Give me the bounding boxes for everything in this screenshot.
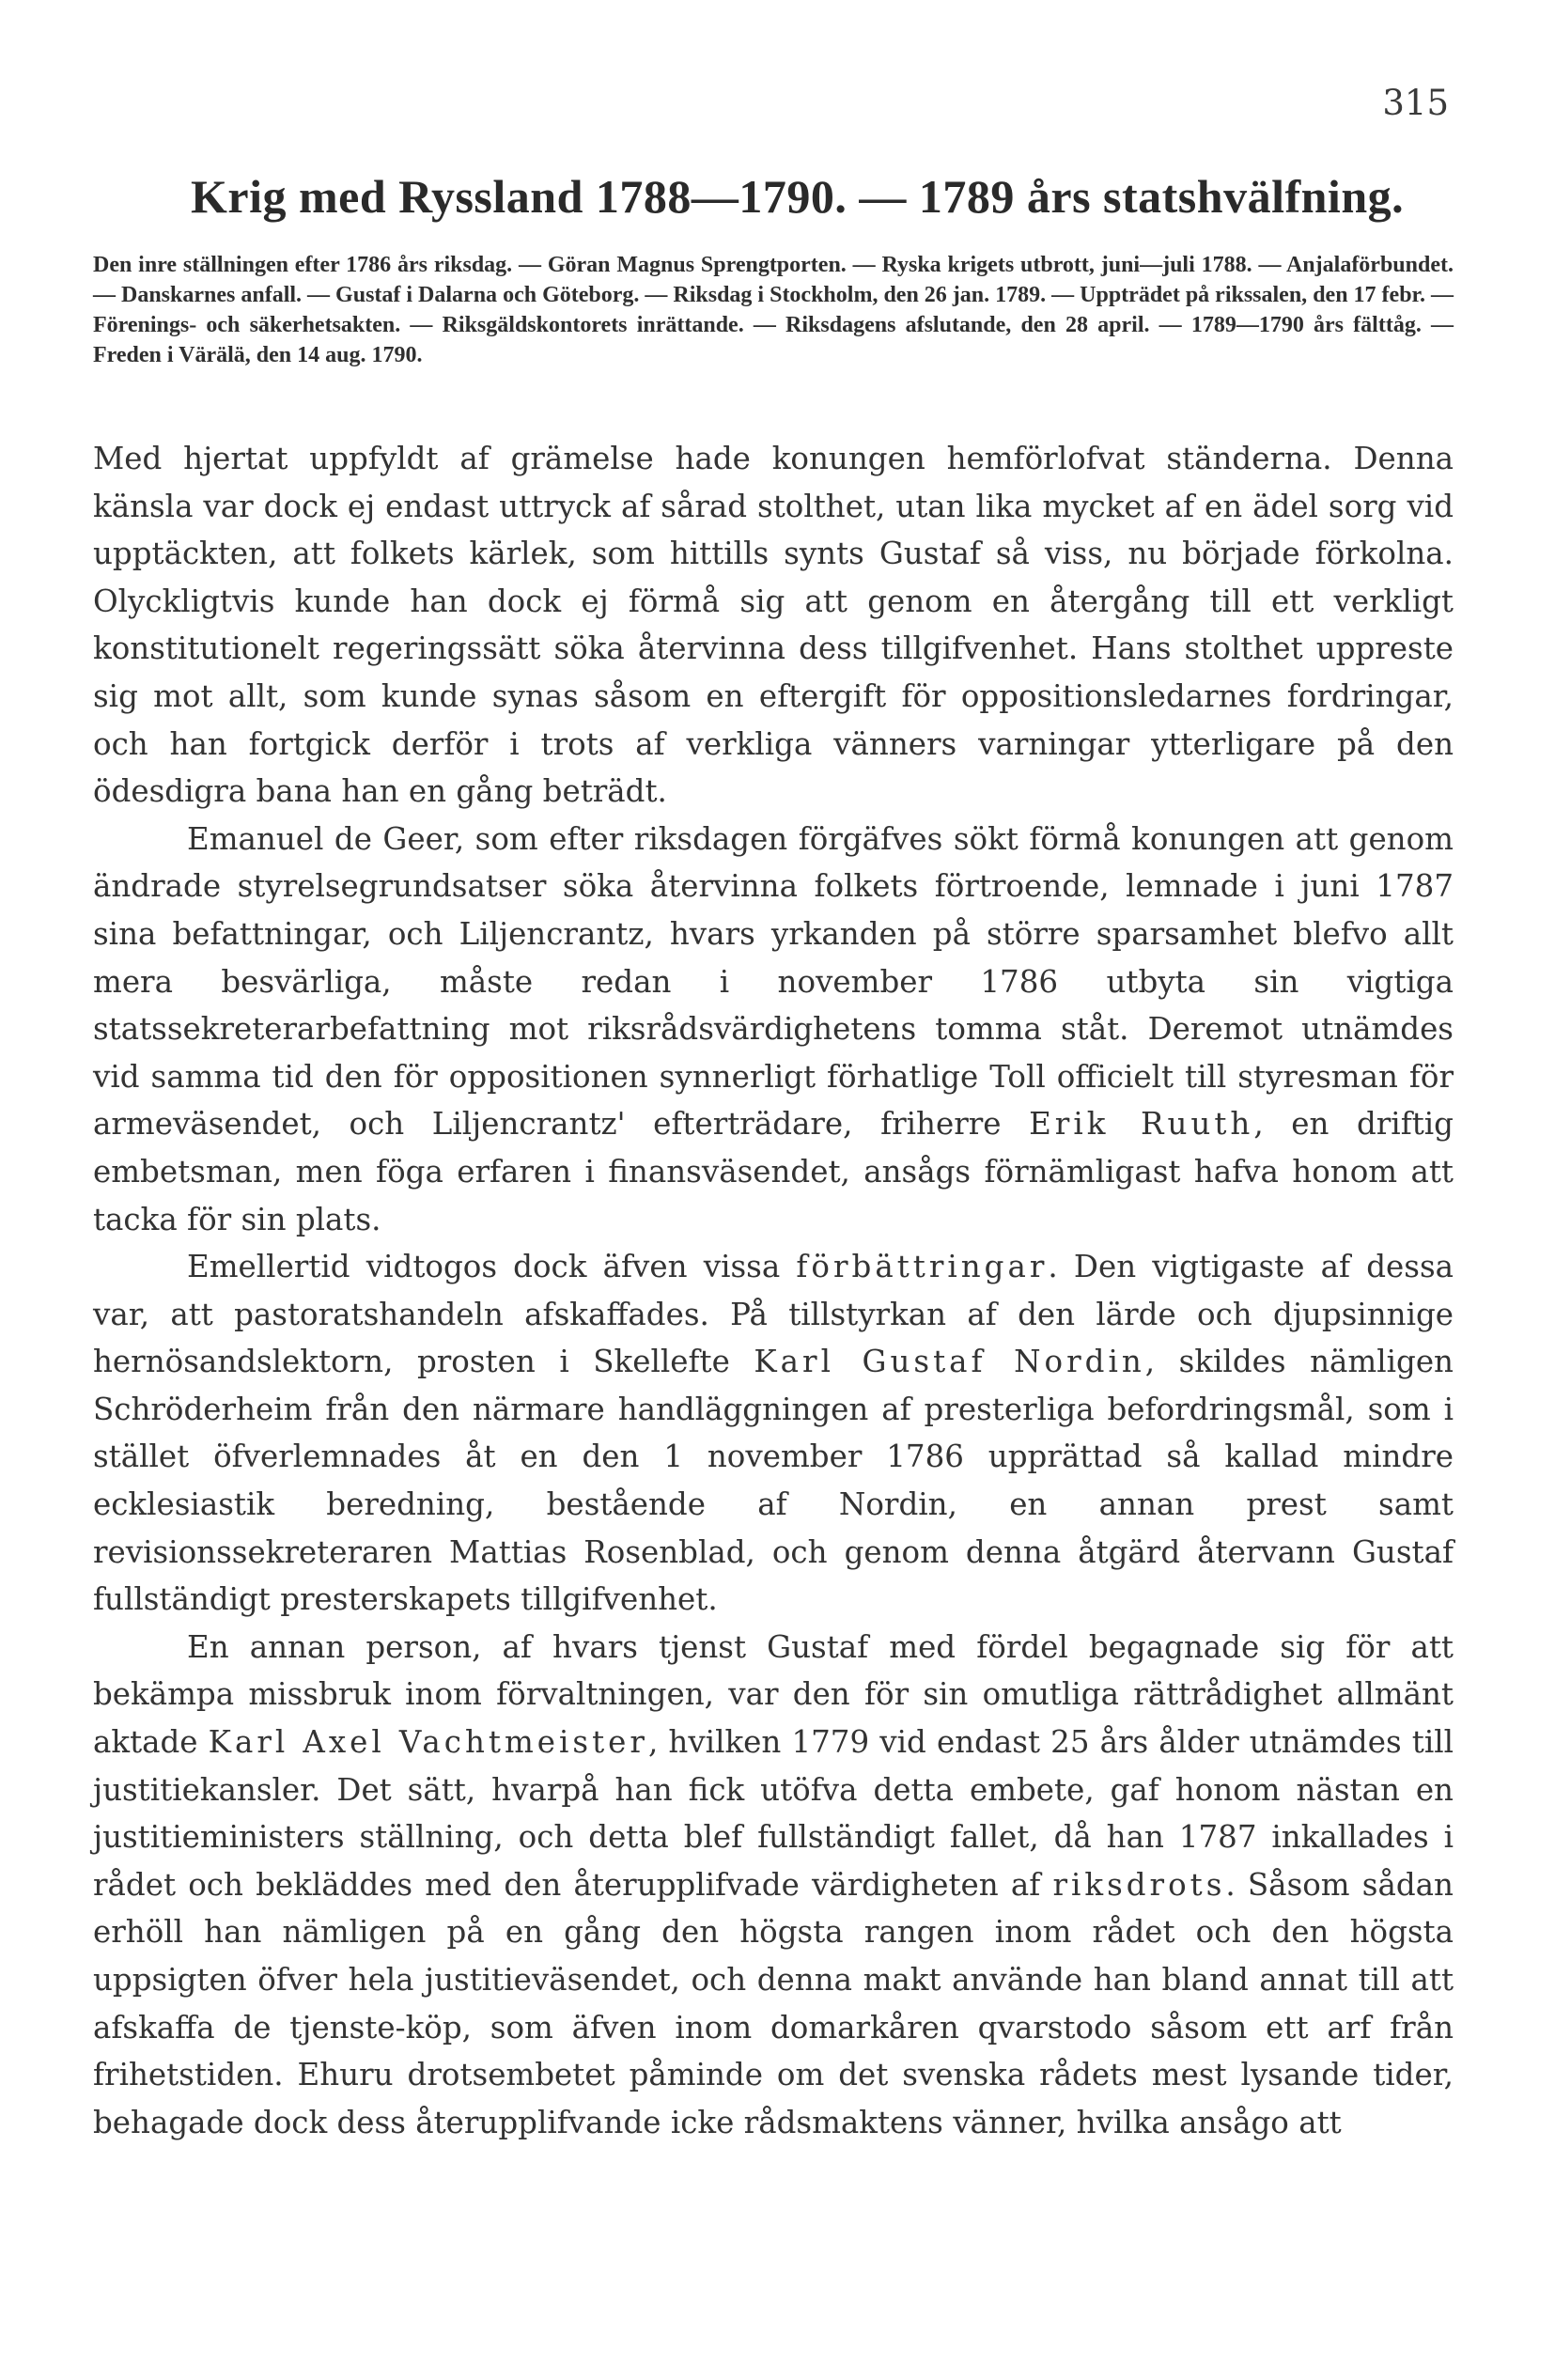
- spaced-name: Erik Ruuth: [1029, 1106, 1254, 1143]
- paragraph-2: [93, 816, 1454, 1243]
- spaced-name: Karl Gustaf Nordin: [754, 1344, 1145, 1380]
- paragraph-text: , hvilken 1779 vid endast 25 års ålder utnämdes till justitiekansler. Det sätt, hvarpå han fick utöfva detta embete, gaf honom nästan en justitieministers ställning, och detta blef fullständigt fallet, då han 1787 inkallades i rådet och bekläddes med den återupplifvade värdigheten af: [93, 1724, 1454, 1903]
- body-text: [93, 435, 1454, 2146]
- chapter-summary: Den inre ställningen efter 1786 års riksdag. — Göran Magnus Sprengtporten. — Ryska krigets utbrott, juni—juli 1788. — Anjalaförbundet. — Danskarnes anfall. — Gustaf i Dalarna och Göteborg. — Riksdag i Stockholm, den 26 jan. 1789. — Uppträdet på rikssalen, den 17 febr. — Förenings- och säkerhetsakten. — Riksgäldskontorets inrättande. — Riksdagens afslutande, den 28 april. — 1789—1790 års fälttåg. — Freden i Värälä, den 14 aug. 1790.: [93, 253, 1454, 367]
- page-number: 315: [1382, 83, 1449, 123]
- spaced-term: förbättringar: [796, 1249, 1049, 1285]
- paragraph-1: [93, 435, 1454, 816]
- chapter-title: Krig med Ryssland 1788—1790. — 1789 års statshvälfning.: [191, 170, 1405, 223]
- paragraph-3: [93, 1243, 1454, 1624]
- paragraph-text: Emellertid vidtogos dock äfven vissa: [187, 1249, 797, 1285]
- paragraph-4: [93, 1624, 1454, 2147]
- paragraph-text: , skildes nämligen Schröderheim från den närmare handläggningen af presterliga befordringsmål, som i stället öfverlemnades åt en den 1 november 1786 upprättad så kallad mindre ecklesiastik beredning, bestående af Nordin, en annan prest samt revisionssekreteraren Mattias Rosenblad, och genom denna åtgärd återvann Gustaf fullständigt presterskapets tillgifvenhet.: [93, 1344, 1454, 1618]
- paragraph-text: Med hjertat uppfyldt af grämelse hade konungen hemförlofvat ständerna. Denna känsla var dock ej endast uttryck af sårad stolthet, utan lika mycket af en ädel sorg vid upptäckten, att folkets kärlek, som hittills synts Gustaf så viss, nu började förkolna. Olyckligtvis kunde han dock ej förmå sig att genom en återgång till ett verkligt konstitutionelt regeringssätt söka återvinna dess tillgifvenhet. Hans stolthet uppreste sig mot allt, som kunde synas såsom en eftergift för oppositionsledarnes fordringar, och han fortgick derför i trots af verkliga vänners varningar ytterligare på den ödesdigra bana han en gång beträdt.: [93, 441, 1454, 810]
- spaced-name: Karl Axel Vachtmeister: [208, 1724, 648, 1761]
- paragraph-text: , en driftig embetsman, men föga erfaren i finansväsendet, ansågs förnämligast hafva honom att tacka för sin plats.: [93, 1106, 1454, 1237]
- paragraph-text: En annan person, af hvars tjenst Gustaf med fördel begagnade sig för att bekämpa missbruk inom förvaltningen, var den för sin omutliga rättrådighet allmänt aktade: [93, 1628, 1454, 1761]
- paragraph-text: Emanuel de Geer, som efter riksdagen förgäfves sökt förmå konungen att genom ändrade styrelsegrundsatser söka återvinna folkets förtroende, lemnade i juni 1787 sina befattningar, och Liljencrantz, hvars yrkanden på större sparsamhet blefvo allt mera besvärliga, måste redan i november 1786 utbyta sin vigtiga statssekreterarbefattning mot riksrådsvärdighetens tomma ståt. Deremot utnämdes vid samma tid den för oppositionen synnerligt förhatlige Toll officielt till styresman för armeväsendet, och Liljencrantz' efterträdare, friherre: [93, 820, 1454, 1143]
- paragraph-text: . Såsom sådan erhöll han nämligen på en gång den högsta rangen inom rådet och den högsta uppsigten öfver hela justitieväsendet, och denna makt använde han bland annat till att afskaffa de tjenste-köp, som äfven inom domarkåren qvarstodo såsom ett arf från frihetstiden. Ehuru drotsembetet påminde om det svenska rådets mest lysande tider, behagade dock dess återupplifvande icke rådsmaktens vänner, hvilka ansågo att: [93, 1866, 1454, 2140]
- spaced-term: riksdrots: [1052, 1866, 1226, 1903]
- paragraph-text: . Den vigtigaste af dessa var, att pastoratshandeln afskaffades. På tillstyrkan af den lärde och djupsinnige hernösandslektorn, prosten i Skellefte: [93, 1249, 1454, 1380]
